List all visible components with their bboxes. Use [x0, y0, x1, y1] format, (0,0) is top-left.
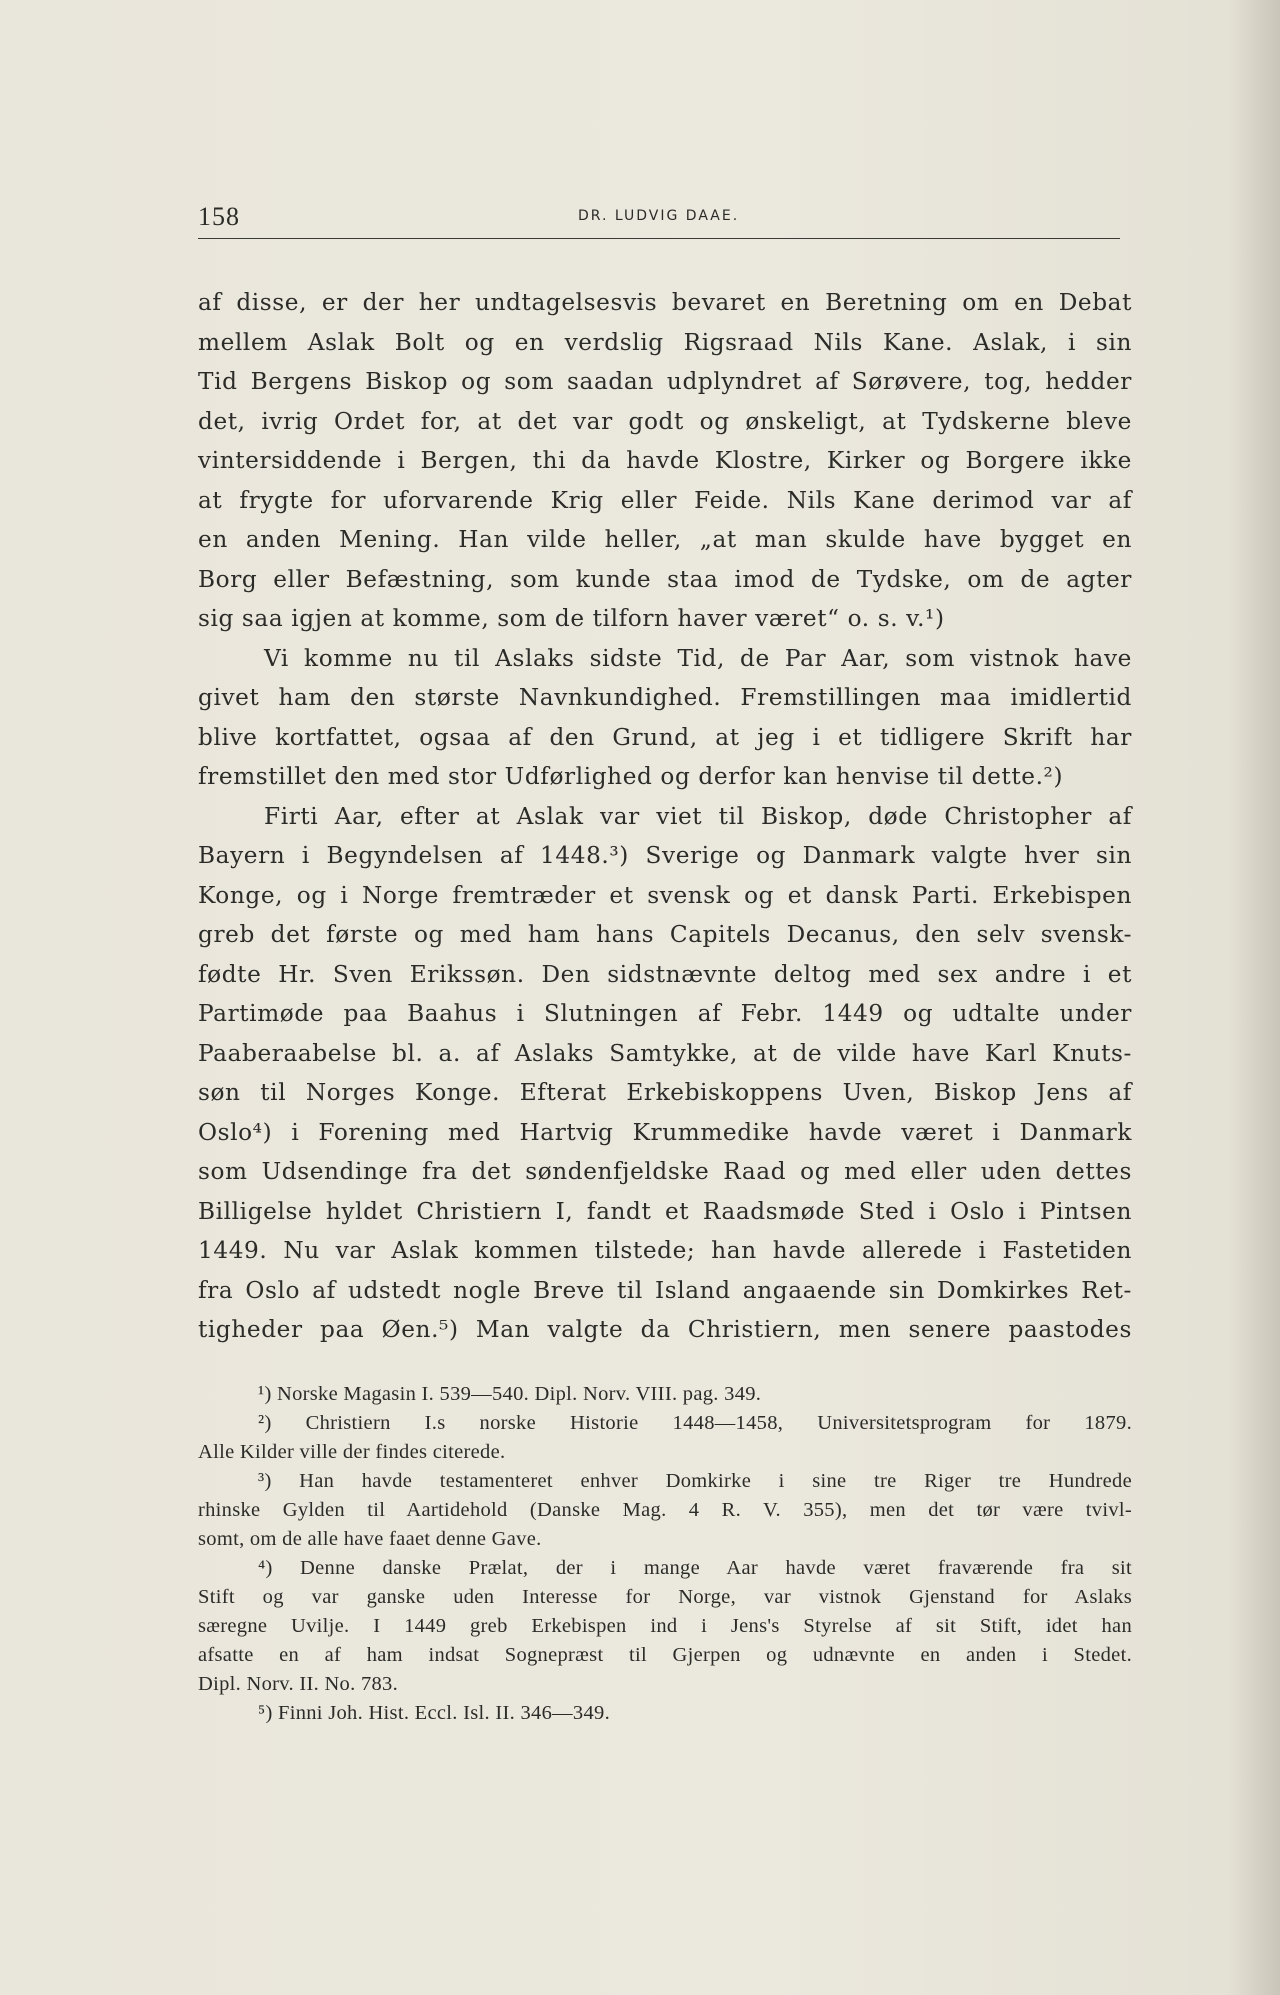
footnote-line: somt, om de alle have faaet denne Gave. — [198, 1528, 542, 1550]
body-text — [198, 283, 1132, 1350]
text-line: en anden Mening. Han vilde heller, „at man skulde have bygget en — [198, 526, 1132, 553]
text-line: det, ivrig Ordet for, at det var godt og ønskeligt, at Tydskerne bleve — [198, 407, 1132, 435]
text-line: Bayern i Begyndelsen af 1448.³) Sverige og Danmark valgte hver sin — [198, 842, 1132, 869]
text-line: søn til Norges Konge. Efterat Erkebiskoppens Uven, Biskop Jens af — [198, 1079, 1132, 1106]
text-line: sig saa igjen at komme, som de tilforn haver været“ o. s. v.¹) — [198, 605, 945, 632]
footnote-line: ⁵) Finni Joh. Hist. Eccl. Isl. II. 346—349. — [258, 1702, 611, 1724]
footnotes — [198, 1380, 1132, 1728]
footnote-line: ⁴) Denne danske Prælat, der i mange Aar havde været fraværende fra sit — [258, 1557, 1132, 1579]
footnote-line: Stift og var ganske uden Interesse for Norge, var vistnok Gjenstand for Aslaks — [198, 1586, 1132, 1608]
text-line: Paaberaabelse bl. a. af Aslaks Samtykke, at de vilde have Karl Knuts- — [198, 1039, 1132, 1067]
text-line: Borg eller Befæstning, som kunde staa imod de Tydske, om de agter — [198, 565, 1132, 593]
footnote-line: rhinske Gylden til Aartidehold (Danske Mag. 4 R. V. 355), men det tør være tvivl- — [198, 1499, 1132, 1521]
text-line: fra Oslo af udstedt nogle Breve til Island angaaende sin Domkirkes Ret- — [198, 1276, 1132, 1304]
text-line: vintersiddende i Bergen, thi da havde Klostre, Kirker og Borgere ikke — [198, 447, 1132, 474]
footnote-line: ³) Han havde testamenteret enhver Domkirke i sine tre Riger tre Hundrede — [258, 1470, 1132, 1492]
text-line: tigheder paa Øen.⁵) Man valgte da Christiern, men senere paastodes — [198, 1316, 1132, 1343]
running-title: DR. LUDVIG DAAE. — [578, 208, 740, 224]
text-line: greb det første og med ham hans Capitels Decanus, den selv svensk- — [198, 921, 1132, 948]
text-line: Tid Bergens Biskop og som saadan udplyndret af Sørøvere, tog, hedder — [198, 368, 1132, 395]
footnote-line: særegne Uvilje. I 1449 greb Erkebispen ind i Jens's Styrelse af sit Stift, idet han — [198, 1615, 1132, 1637]
footnote-line: ²) Christiern I.s norske Historie 1448—1458, Universitetsprogram for 1879. — [258, 1412, 1132, 1434]
text-line: mellem Aslak Bolt og en verdslig Rigsraad Nils Kane. Aslak, i sin — [198, 328, 1132, 356]
text-line: at frygte for uforvarende Krig eller Feide. Nils Kane derimod var af — [198, 486, 1132, 514]
text-line: Partimøde paa Baahus i Slutningen af Febr. 1449 og udtalte under — [198, 1000, 1132, 1027]
text-line: givet ham den største Navnkundighed. Fremstillingen maa imidlertid — [198, 684, 1132, 711]
text-line: som Udsendinge fra det søndenfjeldske Raad og med eller uden dettes — [198, 1158, 1132, 1185]
footnote-line: Alle Kilder ville der findes citerede. — [198, 1441, 506, 1463]
footnote-line: afsatte en af ham indsat Sognepræst til Gjerpen og udnævnte en anden i Stedet. — [198, 1644, 1132, 1666]
text-line: Konge, og i Norge fremtræder et svensk og et dansk Parti. Erkebispen — [198, 881, 1132, 909]
footnote-line: Dipl. Norv. II. No. 783. — [198, 1673, 399, 1695]
text-line: fødte Hr. Sven Erikssøn. Den sidstnævnte deltog med sex andre i et — [198, 960, 1132, 988]
text-line: blive kortfattet, ogsaa af den Grund, at jeg i et tidligere Skrift har — [198, 723, 1132, 751]
text-line: Oslo⁴) i Forening med Hartvig Krummedike havde været i Danmark — [198, 1118, 1132, 1146]
text-line: 1449. Nu var Aslak kommen tilstede; han havde allerede i Fastetiden — [198, 1237, 1132, 1264]
text-line: Vi komme nu til Aslaks sidste Tid, de Par Aar, som vistnok have — [264, 644, 1132, 672]
text-line: Billigelse hyldet Christiern I, fandt et Raadsmøde Sted i Oslo i Pintsen — [198, 1197, 1132, 1225]
footnote-line: ¹) Norske Magasin I. 539—540. Dipl. Norv. VIII. pag. 349. — [258, 1383, 762, 1405]
text-line: af disse, er der her undtagelsesvis bevaret en Beretning om en Debat — [198, 289, 1132, 316]
page-number: 158 — [198, 202, 240, 231]
page-header — [198, 198, 1120, 239]
text-line: fremstillet den med stor Udførlighed og derfor kan henvise til dette.²) — [198, 763, 1064, 790]
text-line: Firti Aar, efter at Aslak var viet til Biskop, døde Christopher af — [264, 802, 1132, 830]
